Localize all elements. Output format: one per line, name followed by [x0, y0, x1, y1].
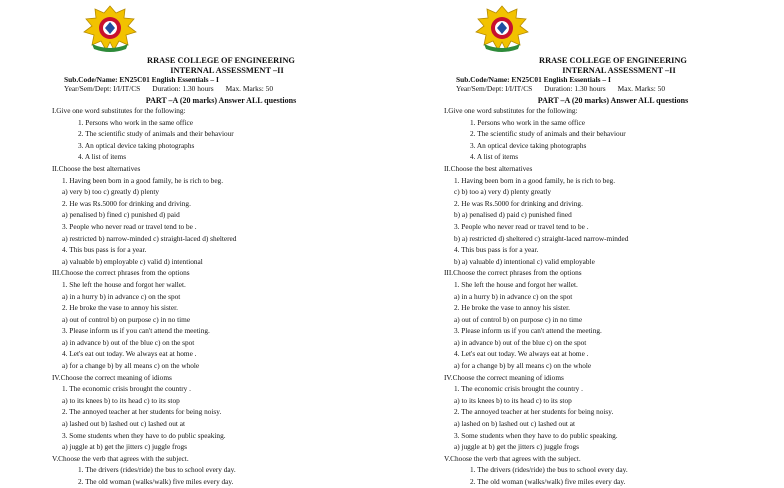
answer-options: a) to its knees b) to its head c) to its stop: [454, 395, 572, 405]
question-line: 2. He was Rs.5000 for drinking and driving.: [454, 198, 583, 208]
meta-line: Year/Sem/Dept: I/I/IT/CS Duration: 1.30 hours Max. Marks: 50: [64, 84, 274, 93]
section-heading: V.Choose the verb that agrees with the subject.: [52, 453, 189, 463]
section-heading: V.Choose the verb that agrees with the subject.: [444, 453, 581, 463]
question-line: 3. An optical device taking photographs: [470, 140, 587, 150]
question-line: 2. The old woman (walks/walk) five miles every day.: [470, 477, 626, 486]
question-line: 2. The scientific study of animals and their behaviour: [78, 129, 234, 139]
answer-options: a) out of control b) on purpose c) in no time: [62, 314, 191, 324]
answer-options: a) in a hurry b) in advance c) on the spot: [454, 291, 573, 301]
question-line: 3. Please inform us if you can't attend the meeting.: [454, 326, 602, 336]
exam-page-right: [392, 0, 784, 486]
answer-options: a) lashed out b) lashed out c) lashed out at: [62, 419, 185, 429]
question-line: 1. Having been born in a good family, he is rich to beg.: [454, 175, 616, 185]
question-line: 3. Some students when they have to do public speaking.: [62, 430, 226, 440]
question-line: 3. Some students when they have to do public speaking.: [454, 430, 618, 440]
section-heading: IV.Choose the correct meaning of idioms: [444, 372, 564, 382]
question-line: 1. The drivers (rides/ride) the bus to school every day.: [78, 465, 236, 475]
section-heading: I.Give one word substitutes for the following:: [444, 106, 578, 115]
exam-title: INTERNAL ASSESSMENT –II: [170, 66, 284, 75]
question-line: 2. He broke the vase to annoy his sister.: [454, 303, 570, 313]
question-list: [52, 105, 382, 488]
question-line: 1. Having been born in a good family, he is rich to beg.: [62, 175, 224, 185]
question-line: 1. The economic crisis brought the country .: [62, 384, 191, 394]
answer-options: a) for a change b) by all means c) on the whole: [62, 361, 200, 371]
question-line: 1. She left the house and forgot her wallet.: [454, 279, 578, 289]
question-line: 1. The economic crisis brought the country .: [454, 384, 583, 394]
answer-options: a) juggle at b) get the jitters c) juggle frogs: [454, 442, 580, 452]
answer-options: a) in advance b) out of the blue c) on the spot: [62, 337, 195, 347]
question-list: [444, 105, 774, 488]
answer-options: a) lashed on b) lashed out c) lashed out at: [454, 419, 575, 429]
college-name: RRASE COLLEGE OF ENGINEERING: [539, 56, 687, 65]
answer-options: a) very b) too c) greatly d) plenty: [62, 187, 160, 197]
question-line: 1. The drivers (rides/ride) the bus to school every day.: [470, 465, 628, 475]
exam-title: INTERNAL ASSESSMENT –II: [562, 66, 676, 75]
meta-line: Year/Sem/Dept: I/I/IT/CS Duration: 1.30 hours Max. Marks: 50: [456, 84, 666, 93]
question-line: 2. The annoyed teacher at her students for being noisy.: [62, 407, 222, 417]
question-line: 4. Let's eat out today. We always eat at home .: [454, 349, 589, 359]
question-line: 3. People who never read or travel tend to be .: [454, 221, 589, 231]
question-line: 1. Persons who work in the same office: [470, 117, 585, 127]
part-a-heading: PART –A (20 marks) Answer ALL questions: [145, 96, 297, 105]
college-emblem-icon: [78, 4, 142, 54]
exam-page-left: [0, 0, 392, 486]
section-heading: II.Choose the best alternatives: [444, 163, 533, 173]
answer-options: b) a) restricted d) sheltered c) straight-laced narrow-minded: [454, 233, 629, 243]
question-line: 4. A list of items: [470, 152, 519, 162]
question-line: 3. An optical device taking photographs: [78, 140, 195, 150]
college-emblem-icon: [470, 4, 534, 54]
question-line: 4. Let's eat out today. We always eat at home .: [62, 349, 197, 359]
question-line: 2. He was Rs.5000 for drinking and driving.: [62, 198, 191, 208]
subject-line: Sub.Code/Name: EN25C01 English Essentials – I: [64, 75, 219, 84]
question-line: 2. The old woman (walks/walk) five miles every day.: [78, 477, 234, 486]
question-line: 2. He broke the vase to annoy his sister.: [62, 303, 178, 313]
question-line: 2. The scientific study of animals and their behaviour: [470, 129, 626, 139]
question-line: 3. Please inform us if you can't attend the meeting.: [62, 326, 210, 336]
answer-options: c) b) too a) very d) plenty greatly: [454, 187, 552, 197]
section-heading: II.Choose the best alternatives: [52, 163, 141, 173]
answer-options: a) valuable b) employable c) valid d) intentional: [62, 256, 203, 266]
question-line: 4. This bus pass is for a year.: [62, 245, 147, 255]
question-line: 4. A list of items: [78, 152, 127, 162]
section-heading: IV.Choose the correct meaning of idioms: [52, 372, 172, 382]
section-heading: III.Choose the correct phrases from the options: [52, 268, 190, 278]
part-a-heading: PART –A (20 marks) Answer ALL questions: [537, 96, 689, 105]
answer-options: a) in a hurry b) in advance c) on the spot: [62, 291, 181, 301]
answer-options: b) a) penalised d) paid c) punished fined: [454, 210, 572, 220]
question-line: 4. This bus pass is for a year.: [454, 245, 539, 255]
answer-options: b) a) valuable d) intentional c) valid employable: [454, 256, 595, 266]
answer-options: a) in advance b) out of the blue c) on the spot: [454, 337, 587, 347]
section-heading: I.Give one word substitutes for the following:: [52, 106, 186, 115]
answer-options: a) for a change b) by all means c) on the whole: [454, 361, 592, 371]
answer-options: a) penalised b) fined c) punished d) paid: [62, 210, 180, 220]
answer-options: a) restricted b) narrow-minded c) straight-laced d) sheltered: [62, 233, 237, 243]
question-line: 1. Persons who work in the same office: [78, 117, 193, 127]
college-name: RRASE COLLEGE OF ENGINEERING: [147, 56, 295, 65]
section-heading: III.Choose the correct phrases from the options: [444, 268, 582, 278]
answer-options: a) juggle at b) get the jitters c) juggle frogs: [62, 442, 188, 452]
subject-line: Sub.Code/Name: EN25C01 English Essentials – I: [456, 75, 611, 84]
question-line: 3. People who never read or travel tend to be .: [62, 221, 197, 231]
question-line: 1. She left the house and forgot her wallet.: [62, 279, 186, 289]
answer-options: a) to its knees b) to its head c) to its stop: [62, 395, 180, 405]
answer-options: a) out of control b) on purpose c) in no time: [454, 314, 583, 324]
question-line: 2. The annoyed teacher at her students for being noisy.: [454, 407, 614, 417]
